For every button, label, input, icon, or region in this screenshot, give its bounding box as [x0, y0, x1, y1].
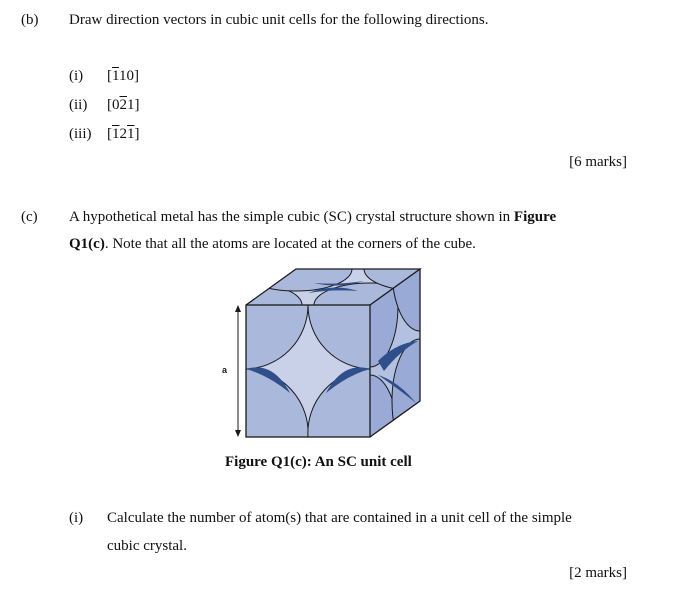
- overbar-index: 2: [119, 97, 127, 113]
- part-c-line-1: [69, 208, 556, 226]
- index-glyph: 1]: [127, 97, 140, 113]
- lattice-parameter-label: a: [222, 365, 228, 375]
- overbar-index: 1: [112, 68, 119, 84]
- part-b-item-1-number: (i): [69, 68, 84, 84]
- cube-front-face: [246, 305, 370, 437]
- lattice-parameter-arrow: [235, 305, 241, 437]
- part-c-label: (c): [21, 209, 38, 225]
- part-b-item-3-direction: [107, 125, 140, 143]
- part-c-item-1-line-1: Calculate the number of atom(s) that are contained in a unit cell of the simple: [107, 510, 572, 526]
- figure-caption: Figure Q1(c): An SC unit cell: [225, 454, 412, 470]
- part-b-item-2-direction: [107, 96, 140, 114]
- part-c-marks: [2 marks]: [569, 565, 627, 581]
- sc-unit-cell-figure: [218, 263, 430, 443]
- part-b-item-1-direction: [107, 67, 139, 85]
- index-glyph: 10]: [118, 68, 139, 84]
- figure-reference-id: Q1(c): [69, 236, 105, 252]
- bracket-glyph: [: [107, 126, 112, 142]
- part-b-item-3-number: (iii): [69, 126, 92, 142]
- part-b-question: Draw direction vectors in cubic unit cells for the following directions.: [69, 12, 489, 28]
- figure-reference: Figure: [513, 209, 557, 225]
- bracket-glyph: ]: [134, 126, 140, 142]
- part-c-text-continued: . Note that all the atoms are located at the corners of the cube.: [104, 236, 476, 252]
- part-b-label: (b): [21, 12, 39, 28]
- part-c-item-1-number: (i): [69, 510, 84, 526]
- bracket-glyph: [: [107, 68, 112, 84]
- part-b-item-2-number: (ii): [69, 97, 88, 113]
- part-c-line-2: [69, 235, 476, 253]
- overbar-index: 1: [127, 126, 135, 142]
- index-glyph: 2: [119, 126, 127, 142]
- part-b-marks: [6 marks]: [569, 154, 627, 170]
- part-c-text: A hypothetical metal has the simple cubic (SC) crystal structure shown in: [69, 209, 514, 225]
- part-c-item-1-line-2: cubic crystal.: [107, 538, 187, 554]
- index-glyph: [0: [107, 97, 120, 113]
- overbar-index: 1: [112, 126, 120, 142]
